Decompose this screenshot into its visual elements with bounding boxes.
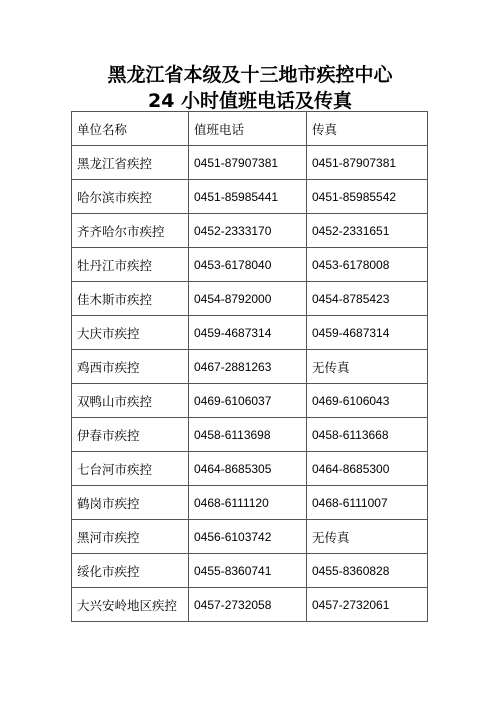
table-body <box>72 146 428 622</box>
table-row <box>72 520 428 554</box>
row-unit-name: 佳木斯市疾控 <box>72 282 189 316</box>
row-fax: 0468-6111007 <box>307 486 428 520</box>
row-duty-phone: 0464-8685305 <box>189 452 307 486</box>
contact-table <box>71 111 428 622</box>
row-duty-phone: 0458-6113698 <box>189 418 307 452</box>
row-unit-name: 黑河市疾控 <box>72 520 189 554</box>
table-row <box>72 588 428 622</box>
row-unit-name: 鸡西市疾控 <box>72 350 189 384</box>
row-fax: 0453-6178008 <box>307 248 428 282</box>
row-duty-phone: 0459-4687314 <box>189 316 307 350</box>
row-fax: 0457-2732061 <box>307 588 428 622</box>
row-duty-phone: 0452-2333170 <box>189 214 307 248</box>
row-duty-phone: 0457-2732058 <box>189 588 307 622</box>
row-unit-name: 哈尔滨市疾控 <box>72 180 189 214</box>
table-row <box>72 418 428 452</box>
row-fax: 0451-87907381 <box>307 146 428 180</box>
row-duty-phone: 0454-8792000 <box>189 282 307 316</box>
row-duty-phone: 0456-6103742 <box>189 520 307 554</box>
document-subtitle: 24 小时值班电话及传真 <box>147 90 353 112</box>
row-unit-name: 伊春市疾控 <box>72 418 189 452</box>
row-fax: 无传真 <box>307 350 428 384</box>
row-unit-name: 牡丹江市疾控 <box>72 248 189 282</box>
row-duty-phone: 0453-6178040 <box>189 248 307 282</box>
table-row <box>72 350 428 384</box>
row-unit-name: 绥化市疾控 <box>72 554 189 588</box>
header-unit-name: 单位名称 <box>72 112 189 146</box>
row-duty-phone: 0451-85985441 <box>189 180 307 214</box>
row-fax: 0452-2331651 <box>307 214 428 248</box>
row-duty-phone: 0451-87907381 <box>189 146 307 180</box>
table-row <box>72 180 428 214</box>
row-fax: 0451-85985542 <box>307 180 428 214</box>
table-row <box>72 486 428 520</box>
row-unit-name: 大兴安岭地区疾控 <box>72 588 189 622</box>
table-row <box>72 214 428 248</box>
table-row <box>72 248 428 282</box>
row-duty-phone: 0469-6106037 <box>189 384 307 418</box>
table-header-row <box>72 112 428 146</box>
row-unit-name: 鹤岗市疾控 <box>72 486 189 520</box>
row-unit-name: 大庆市疾控 <box>72 316 189 350</box>
row-fax: 0469-6106043 <box>307 384 428 418</box>
row-duty-phone: 0455-8360741 <box>189 554 307 588</box>
table-row <box>72 554 428 588</box>
header-fax: 传真 <box>307 112 428 146</box>
row-fax: 0454-8785423 <box>307 282 428 316</box>
table-row <box>72 384 428 418</box>
header-duty-phone: 值班电话 <box>189 112 307 146</box>
row-unit-name: 齐齐哈尔市疾控 <box>72 214 189 248</box>
row-unit-name: 七台河市疾控 <box>72 452 189 486</box>
table-row <box>72 282 428 316</box>
row-fax: 0464-8685300 <box>307 452 428 486</box>
table-row <box>72 452 428 486</box>
row-unit-name: 黑龙江省疾控 <box>72 146 189 180</box>
row-fax: 0459-4687314 <box>307 316 428 350</box>
row-fax: 0455-8360828 <box>307 554 428 588</box>
document-title: 黑龙江省本级及十三地市疾控中心 <box>107 64 393 86</box>
row-duty-phone: 0468-6111120 <box>189 486 307 520</box>
row-fax: 0458-6113668 <box>307 418 428 452</box>
table-row <box>72 146 428 180</box>
table-row <box>72 316 428 350</box>
row-duty-phone: 0467-2881263 <box>189 350 307 384</box>
row-fax: 无传真 <box>307 520 428 554</box>
row-unit-name: 双鸭山市疾控 <box>72 384 189 418</box>
